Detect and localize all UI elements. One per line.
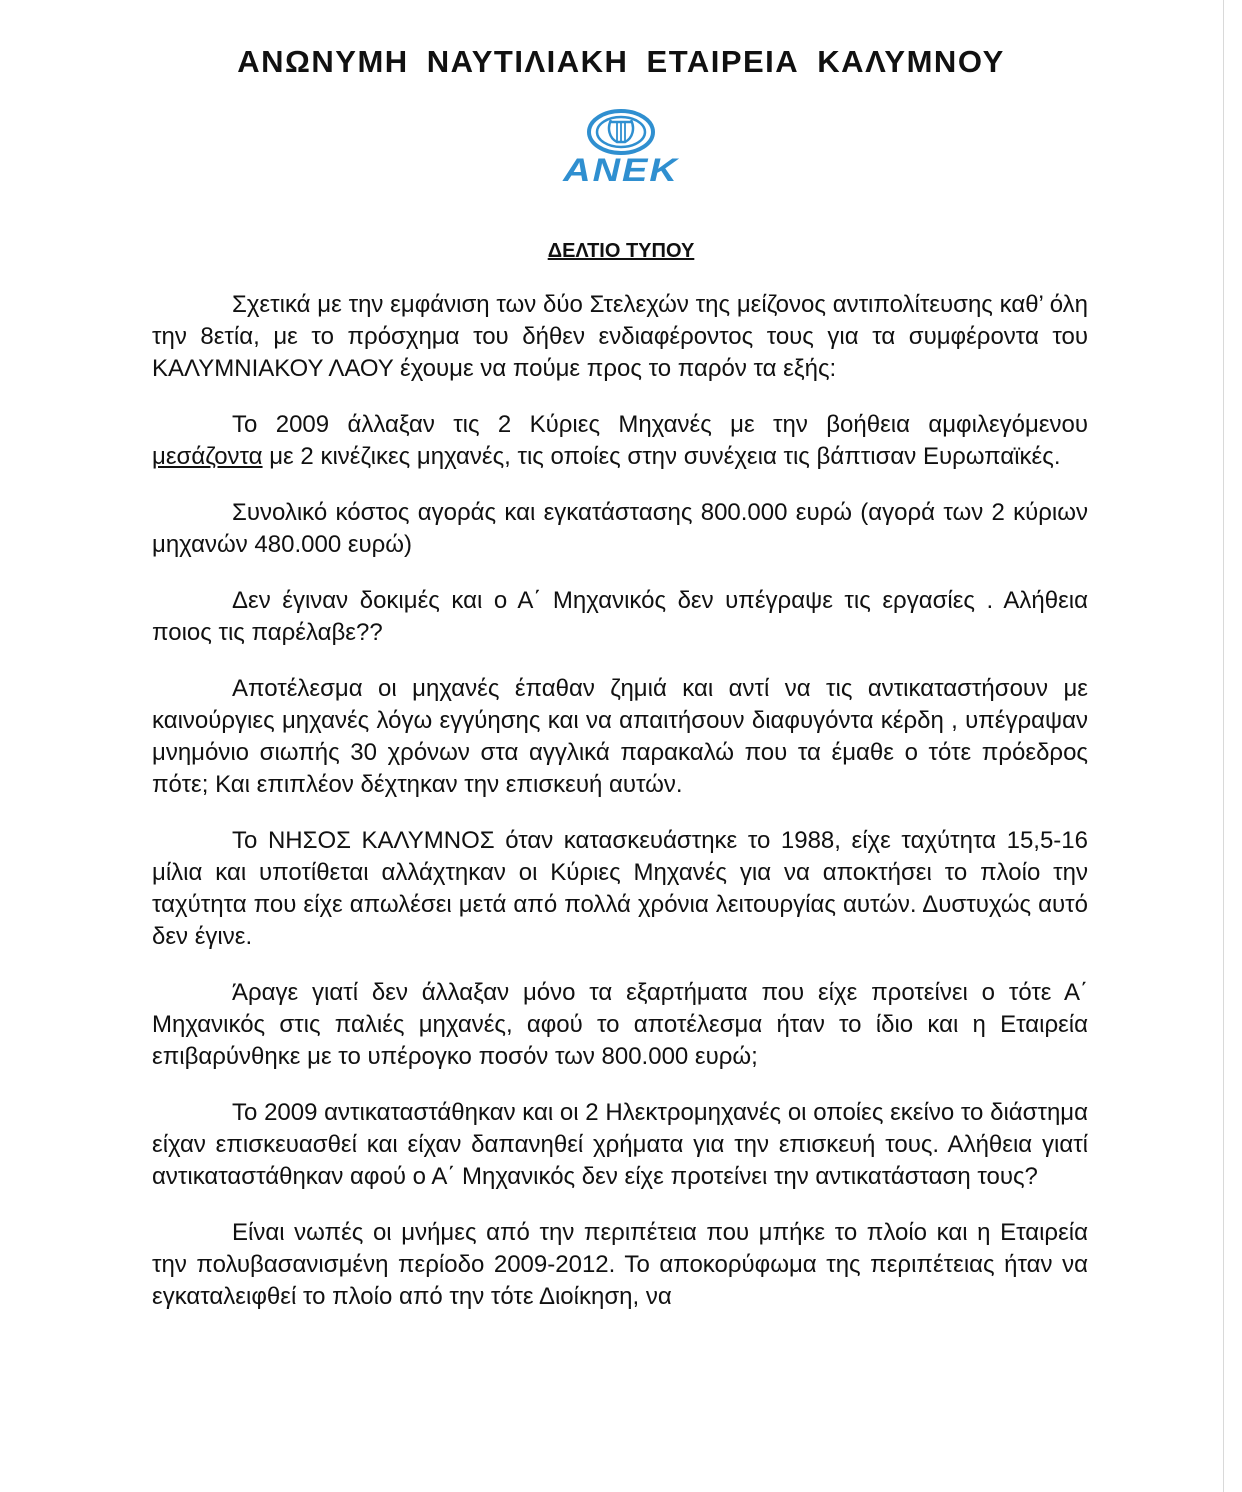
paragraph-8: Το 2009 αντικαταστάθηκαν και οι 2 Ηλεκτρομηχανές οι οποίες εκείνο το διάστημα είχαν επισκευασθεί και είχαν δαπανηθεί χρήματα για την επισκευή τους. Αλήθεια γιατί αντικαταστάθηκαν αφού ο Α΄ Μηχανικός δεν είχε προτείνει την αντικατάσταση τους?	[152, 1099, 1088, 1190]
press-release-title: ΔΕΛΤΙΟ ΤΥΠΟΥ	[547, 240, 695, 262]
paragraph-3: Συνολικό κόστος αγοράς και εγκατάστασης 800.000 ευρώ (αγορά των 2 κύριων μηχανών 480.000 ευρώ)	[152, 499, 1088, 558]
paragraph-2-end: με 2 κινέζικες μηχανές, τις οποίες στην συνέχεια τις βάπτισαν Ευρωπαϊκές.	[262, 443, 1061, 470]
paragraph-2-start: Το 2009 άλλαξαν τις 2 Κύριες Μηχανές με την βοήθεια αμφιλεγόμενου	[232, 411, 1088, 438]
paragraph-9: Είναι νωπές οι μνήμες από την περιπέτεια που μπήκε το πλοίο και η Εταιρεία την πολυβασανισμένη περίοδο 2009-2012. Το αποκορύφωμα της περιπέτειας ήταν να εγκαταλειφθεί το πλοίο από την τότε Διοίκηση, να	[152, 1219, 1088, 1310]
paragraph-5: Αποτέλεσμα οι μηχανές έπαθαν ζημιά και αντί να τις αντικαταστήσουν με καινούργιες μηχανές λόγω εγγύησης και να απαιτήσουν διαφυγόντα κέρδη , υπέγραψαν μνημόνιο σιωπής 30 χρόνων στα αγγλικά παρακαλώ που τα έμαθε ο τότε πρόεδρος πότε; Και επιπλέον δέχτηκαν την επισκευή αυτών.	[152, 675, 1088, 798]
company-logo	[531, 108, 711, 188]
company-name-heading: ΑΝΩΝΥΜΗ ΝΑΥΤΙΛΙΑΚΗ ΕΤΑΙΡΕΙΑ ΚΑΛΥΜΝΟΥ	[237, 44, 1005, 79]
paragraph-1: Σχετικά με την εμφάνιση των δύο Στελεχών της μείζονος αντιπολίτευσης καθ’ όλη την 8ετία, με το πρόσχημα του δήθεν ενδιαφέροντος τους για τα συμφέροντα του ΚΑΛΥΜΝΙΑΚΟΥ ΛΑΟΥ έχουμε να πούμε προς το παρόν τα εξής:	[152, 291, 1088, 382]
lyre-emblem-icon	[531, 108, 711, 158]
document-body	[152, 289, 1088, 1337]
paragraph-6: Το ΝΗΣΟΣ ΚΑΛΥΜΝΟΣ όταν κατασκευάστηκε το 1988, είχε ταχύτητα 15,5-16 μίλια και υποτίθεται αλλάχτηκαν οι Κύριες Μηχανές για να αποκτήσει το πλοίο την ταχύτητα που είχε απωλέσει μετά από πολλά χρόνια λειτουργίας αυτών. Δυστυχώς αυτό δεν έγινε.	[152, 827, 1088, 950]
logo-wordmark: ANEK	[563, 153, 679, 189]
paragraph-2	[152, 409, 1088, 473]
page-edge-divider	[1223, 0, 1224, 1492]
paragraph-4: Δεν έγιναν δοκιμές και ο Α΄ Μηχανικός δεν υπέγραψε τις εργασίες . Αλήθεια ποιος τις παρέλαβε??	[152, 587, 1088, 646]
underlined-word: μεσάζοντα	[152, 443, 263, 470]
paragraph-7: Άραγε γιατί δεν άλλαξαν μόνο τα εξαρτήματα που είχε προτείνει ο τότε Α΄ Μηχανικός στις παλιές μηχανές, αφού το αποτέλεσμα ήταν το ίδιο και η Εταιρεία επιβαρύνθηκε με το υπέρογκο ποσόν των 800.000 ευρώ;	[152, 979, 1088, 1070]
